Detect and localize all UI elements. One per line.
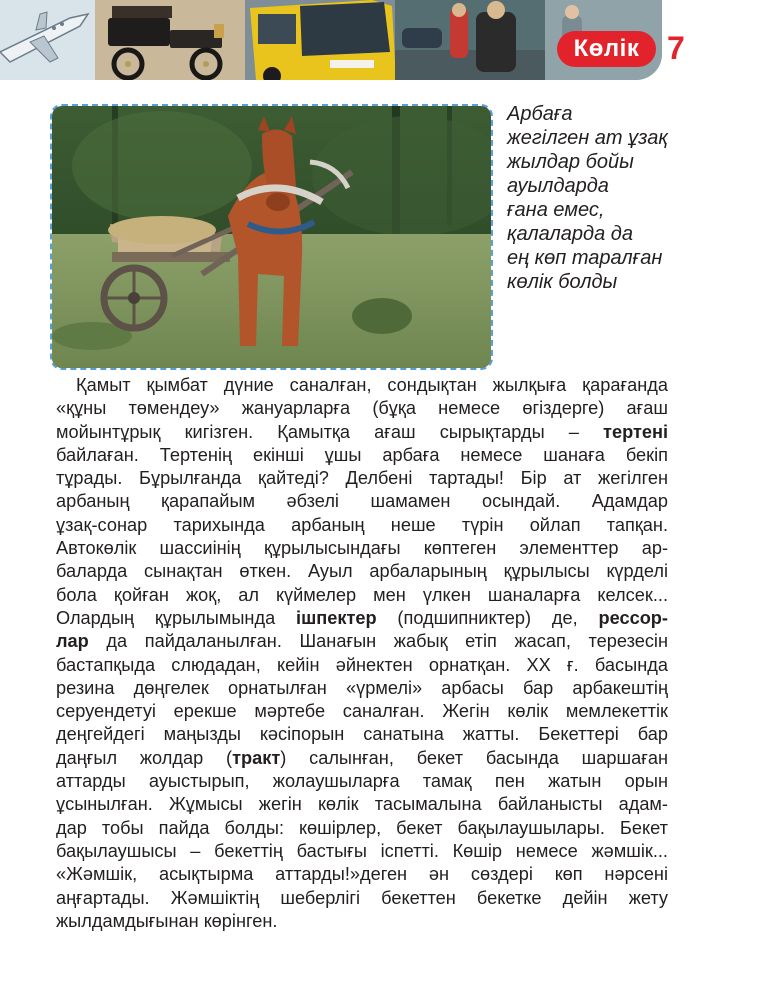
text-run: даңғыл жолдар ( xyxy=(56,747,233,768)
text-line xyxy=(56,584,668,607)
text-run: «құны төмендеу» жануарларға (бұқа немесе өгіздерге) ағаш xyxy=(56,398,668,419)
text-line xyxy=(56,421,668,444)
text-run: ) салынған, бекет басында шаршаған xyxy=(280,747,668,768)
caption-line: ғана емес, xyxy=(507,199,605,221)
term-trakt: тракт xyxy=(232,747,281,768)
bus-icon xyxy=(250,0,396,80)
text-line xyxy=(56,397,668,420)
text-run: бақылаушысы – бекеттің бастығы іспетті. Көшір немесе жәмшік... xyxy=(56,840,668,861)
text-line xyxy=(56,677,668,700)
text-line xyxy=(56,910,668,933)
caption-line: ауылдарда xyxy=(507,175,609,197)
term-ressor: рессор- xyxy=(598,607,668,628)
term-ishpekter: ішпектер xyxy=(296,607,377,628)
text-run: ұсынылған. Жұмысы жегін көлік тасымалына байланысты адам- xyxy=(56,794,668,815)
caption-line: қалаларда да xyxy=(507,223,633,245)
term-tertenі: тертені xyxy=(603,421,668,442)
text-line xyxy=(56,374,668,397)
section-badge: Көлік xyxy=(557,31,656,67)
text-line xyxy=(56,863,668,886)
text-run: Олардың құрылымында xyxy=(56,607,297,628)
text-line xyxy=(56,747,668,770)
text-run: аңғартады. Жәмшіктің шеберлігі бекеттен бекетке дейін жету xyxy=(56,887,668,908)
text-run: ұзақ-сонар тарихында арбаның неше түрін ойлап тапқан. xyxy=(56,514,668,535)
text-line xyxy=(56,817,668,840)
text-run: мойынтұрық кигізген. Қамытқа ағаш сырықтарды – xyxy=(56,421,604,442)
text-line xyxy=(56,444,668,467)
text-run: да пайдаланылған. Шанағын жабық етіп жасап, терезесін xyxy=(88,631,668,652)
text-run: бола қойған жоқ, ал күймелер мен үлкен шаналарға келсек... xyxy=(56,584,668,605)
text-run: Қамыт қымбат дүние саналған, сондықтан жылқыға қарағанда xyxy=(76,375,668,395)
text-line xyxy=(56,560,668,583)
caption-line: көлік болды xyxy=(507,271,618,293)
text-run: байлаған. Тертенің екінші ұшы арбаға немесе шанаға бекіп xyxy=(56,444,668,465)
text-line xyxy=(56,723,668,746)
horse-cart-photo xyxy=(50,104,493,370)
text-line xyxy=(56,793,668,816)
text-run: «Жәмшік, асықтырма аттарды!»деген ән сөздері көп нәрсені xyxy=(56,864,668,885)
text-run: (подшипниктер) де, xyxy=(376,607,599,628)
text-run: дар тобы пайда болды: көшірлер, бекет бақылаушылары. Бекет xyxy=(56,817,668,838)
page-number: 7 xyxy=(667,30,685,66)
text-run: арбаның қарапайым әбзелі шамамен осындай. Адамдар xyxy=(56,491,668,512)
text-line xyxy=(56,654,668,677)
photo-caption xyxy=(507,102,707,294)
text-line xyxy=(56,630,668,653)
text-line xyxy=(56,887,668,910)
caption-line: жылдар бойы xyxy=(507,151,634,173)
text-run: бастапқыда слюдадан, кейін әйнектен орнатқан. XX ғ. басында xyxy=(56,654,668,675)
text-run: резина дөңгелек орнатылған «үрмелі» арбасы бар арбакештің xyxy=(56,677,668,698)
text-run: серуендетуі ерекше мәртебе саналған. Жегін көлік мемлекеттік xyxy=(56,701,668,722)
caption-line: ең көп таралған xyxy=(507,247,663,269)
text-run: баларда сынақтан өткен. Ауыл арбаларының құрылысы күрделі xyxy=(56,561,668,582)
text-line xyxy=(56,607,668,630)
text-line xyxy=(56,490,668,513)
text-line xyxy=(56,840,668,863)
text-line xyxy=(56,467,668,490)
text-line xyxy=(56,537,668,560)
text-run: Автокөлік шассиінің құрылысындағы көптеген элементтер ар- xyxy=(56,538,668,559)
horse-cart-illustration xyxy=(52,106,491,368)
text-line xyxy=(56,700,668,723)
text-run: аттарды ауыстырып, жолаушыларға тамақ пен жатын орын xyxy=(56,771,668,792)
caption-line: Арбаға xyxy=(507,103,573,125)
caption-line: жегілген ат ұзақ xyxy=(507,127,668,149)
article-body xyxy=(56,374,668,933)
text-run: жылдамдығынан көрінген. xyxy=(56,910,278,931)
street-scene-icon xyxy=(395,0,545,80)
text-run: тұрады. Бұрылғанда қайтеді? Делбені тартады! Бір ат жегілген xyxy=(56,468,668,489)
text-line xyxy=(56,514,668,537)
text-run: деңгейдегі маңызды кәсіпорын санатына жатты. Бекеттері бар xyxy=(56,724,668,745)
text-line xyxy=(56,770,668,793)
term-ressorlar: лар xyxy=(56,631,89,652)
